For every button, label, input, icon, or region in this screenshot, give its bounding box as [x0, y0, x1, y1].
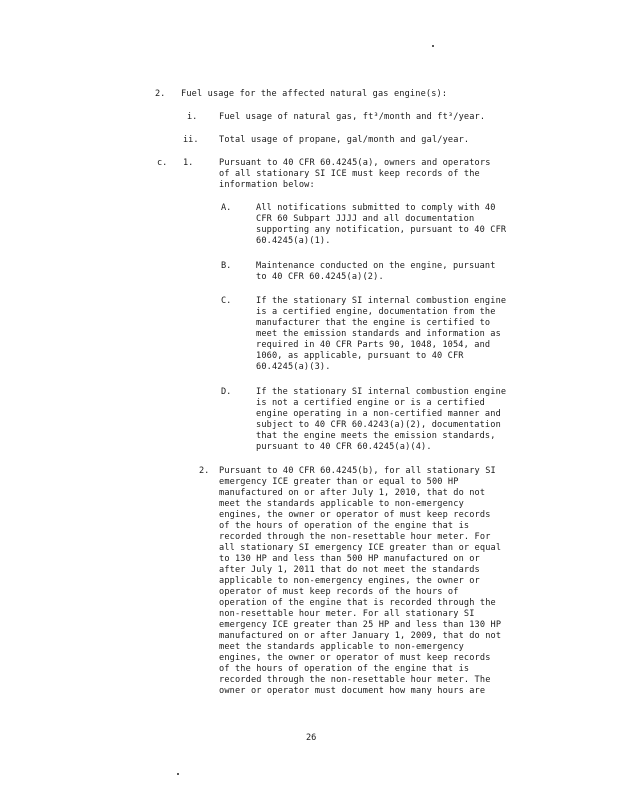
item-c-2-line: recorded through the non-resettable hour meter. The [219, 675, 491, 685]
item-c-1-number: 1. [183, 158, 194, 168]
item-c-1-D-line: is not a certified engine or is a certified [256, 398, 485, 408]
item-c-2-line: all stationary SI emergency ICE greater than or equal [219, 543, 502, 553]
item-c-1-B-line: Maintenance conducted on the engine, pursuant [256, 261, 496, 271]
item-c-2-line: operation of the engine that is recorded through the [219, 598, 496, 608]
scan-speck-bottom [177, 773, 179, 775]
item-c-2-line: non-resettable hour meter. For all stationary SI [219, 609, 475, 619]
item-2-ii-text: Total usage of propane, gal/month and gal/year. [219, 135, 470, 145]
item-c-1-D-line: engine operating in a non-certified manner and [256, 409, 501, 419]
item-c-2-line: of the hours of operation of the engine that is [219, 521, 470, 531]
item-c-2-line: owner or operator must document how many hours are [219, 686, 486, 696]
item-c-1-D-line: If the stationary SI internal combustion engine [256, 387, 507, 397]
item-c-2-line: emergency ICE greater than 25 HP and less than 130 HP [219, 620, 502, 630]
item-c-1-C-line: manufacturer that the engine is certified to [256, 318, 491, 328]
item-c-2-line: applicable to non-emergency engines, the owner or [219, 576, 480, 586]
item-2-i-text: Fuel usage of natural gas, ft³/month and ft³/year. [219, 112, 486, 122]
item-c-1-D-line: pursuant to 40 CFR 60.4245(a)(4). [256, 442, 432, 452]
item-c-2-line: manufactured on or after January 1, 2009, that do not [219, 631, 502, 641]
item-c-1-A-line: All notifications submitted to comply with 40 [256, 203, 496, 213]
item-c-2-line: recorded through the non-resettable hour meter. For [219, 532, 491, 542]
item-c-2-line: after July 1, 2011 that do not meet the standards [219, 565, 480, 575]
page-number: 26 [306, 733, 317, 743]
item-2-i-label: i. [187, 112, 198, 122]
item-c-1-A-label: A. [221, 203, 232, 213]
item-c-1-A-line: 60.4245(a)(1). [256, 236, 331, 246]
item-c-1-C-line: meet the emission standards and information as [256, 329, 501, 339]
item-c-1-intro-line: of all stationary SI ICE must keep records of the [219, 169, 480, 179]
item-c-1-C-line: required in 40 CFR Parts 90, 1048, 1054, and [256, 340, 491, 350]
item-c-1-A-line: CFR 60 Subpart JJJJ and all documentation [256, 214, 475, 224]
item-c-2-line: manufactured on or after July 1, 2010, that do not [219, 488, 486, 498]
item-c-2-line: operator of must keep records of the hours of [219, 587, 459, 597]
item-c-1-B-label: B. [221, 261, 232, 271]
item-c-1-C-line: If the stationary SI internal combustion engine [256, 296, 507, 306]
item-c-2-line: meet the standards applicable to non-emergency [219, 642, 464, 652]
item-c-letter: c. [157, 158, 168, 168]
item-c-1-C-line: 1060, as applicable, pursuant to 40 CFR [256, 351, 464, 361]
item-c-1-D-line: that the engine meets the emission standards, [256, 431, 496, 441]
item-c-2-number: 2. [199, 466, 210, 476]
item-c-2-line: of the hours of operation of the engine that is [219, 664, 470, 674]
item-c-1-C-label: C. [221, 296, 232, 306]
item-2-text: Fuel usage for the affected natural gas engine(s): [181, 89, 448, 99]
item-c-2-line: engines, the owner or operator of must keep records [219, 653, 491, 663]
item-c-1-D-line: subject to 40 CFR 60.4243(a)(2), documentation [256, 420, 501, 430]
item-c-1-A-line: supporting any notification, pursuant to 40 CFR [256, 225, 507, 235]
item-c-1-intro-line: Pursuant to 40 CFR 60.4245(a), owners and operators [219, 158, 491, 168]
item-c-2-line: engines, the owner or operator of must keep records [219, 510, 491, 520]
item-c-1-D-label: D. [221, 387, 232, 397]
item-c-1-intro-line: information below: [219, 180, 315, 190]
scan-speck-top [432, 45, 434, 47]
item-c-2-line: emergency ICE greater than or equal to 500 HP [219, 477, 459, 487]
item-c-2-line: Pursuant to 40 CFR 60.4245(b), for all stationary SI [219, 466, 496, 476]
item-2-ii-label: ii. [183, 135, 199, 145]
item-2-number: 2. [155, 89, 166, 99]
item-c-1-B-line: to 40 CFR 60.4245(a)(2). [256, 272, 384, 282]
item-c-1-C-line: is a certified engine, documentation from the [256, 307, 496, 317]
item-c-2-line: to 130 HP and less than 500 HP manufactured on or [219, 554, 480, 564]
item-c-1-C-line: 60.4245(a)(3). [256, 362, 331, 372]
item-c-2-line: meet the standards applicable to non-emergency [219, 499, 464, 509]
